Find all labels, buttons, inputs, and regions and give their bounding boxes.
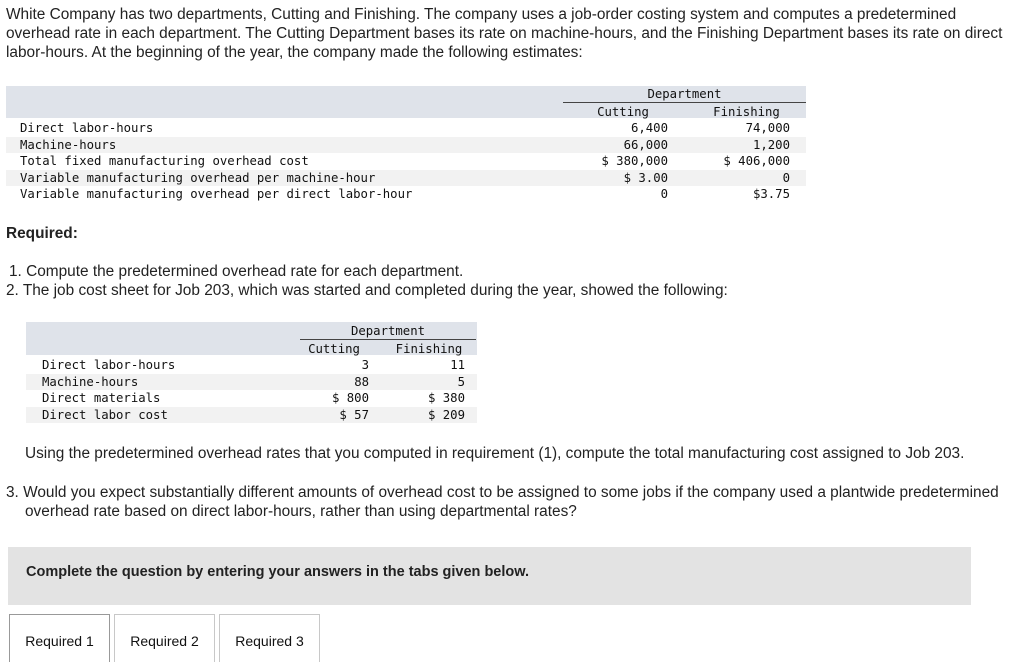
cell-cutting: 66,000	[623, 138, 668, 152]
cell-cutting: 6,400	[630, 121, 668, 135]
cell-finishing: 0	[782, 171, 790, 185]
row-label: Variable manufacturing overhead per direct labor-hour	[20, 187, 413, 201]
cell-cutting: $ 57	[339, 408, 369, 422]
cell-cutting: $ 800	[331, 391, 369, 405]
row-stripe	[6, 137, 806, 153]
row-label: Machine-hours	[20, 138, 117, 152]
row-label: Direct labor-hours	[20, 121, 154, 135]
instruction-text: Complete the question by entering your answers in the tabs given below.	[26, 564, 530, 580]
column-header-cutting: Cutting	[597, 105, 649, 119]
required-heading: Required:	[6, 225, 78, 242]
column-header-finishing: Finishing	[713, 105, 780, 119]
cell-cutting: $ 3.00	[623, 171, 668, 185]
row-label: Machine-hours	[42, 375, 139, 389]
cell-cutting: $ 380,000	[601, 154, 668, 168]
requirement-3: 3. Would you expect substantially different amounts of overhead cost to be assigned to some jobs if the company used a plantwide predetermined overhead rate based on direct labor-hours, rather than using departmental rates?	[6, 484, 999, 520]
department-header: Department	[300, 323, 476, 340]
cell-cutting: 88	[354, 375, 369, 389]
cell-finishing: 5	[457, 375, 465, 389]
cell-finishing: $ 380	[427, 391, 465, 405]
cell-finishing: 74,000	[745, 121, 790, 135]
row-label: Variable manufacturing overhead per machine-hour	[20, 171, 376, 185]
row-label: Direct labor-hours	[42, 358, 176, 372]
row-label: Direct labor cost	[42, 408, 168, 422]
department-header: Department	[563, 86, 806, 103]
cell-finishing: $ 406,000	[723, 154, 790, 168]
requirement-2-followup: Using the predetermined overhead rates that you computed in requirement (1), compute the total manufacturing cost assigned to Job 203.	[25, 445, 965, 462]
tab-required-1[interactable]: Required 1	[9, 614, 110, 662]
cell-finishing: 1,200	[752, 138, 790, 152]
tab-required-3[interactable]: Required 3	[219, 614, 320, 662]
tab-required-2[interactable]: Required 2	[114, 614, 215, 662]
cell-finishing: $3.75	[752, 187, 790, 201]
column-header-finishing: Finishing	[395, 342, 463, 356]
row-label: Total fixed manufacturing overhead cost	[20, 154, 309, 168]
column-header-cutting: Cutting	[308, 342, 360, 356]
instruction-box	[8, 547, 971, 605]
requirement-2: 2. The job cost sheet for Job 203, which was started and completed during the year, showed the following:	[6, 282, 728, 299]
cell-cutting: 0	[660, 187, 668, 201]
cell-cutting: 3	[361, 358, 369, 372]
problem-intro: White Company has two departments, Cutting and Finishing. The company uses a job-order costing system and computes a predetermined overhead rate in each department. The Cutting Department bases its rate on machine-hours, and the Finishing Department bases its rate on direct labor-hours. At the beginning of the year, the company made the following estimates:	[6, 6, 1003, 61]
requirement-1: 1. Compute the predetermined overhead rate for each department.	[9, 263, 464, 280]
row-label: Direct materials	[42, 391, 161, 405]
cell-finishing: $ 209	[427, 408, 465, 422]
cell-finishing: 11	[450, 358, 465, 372]
